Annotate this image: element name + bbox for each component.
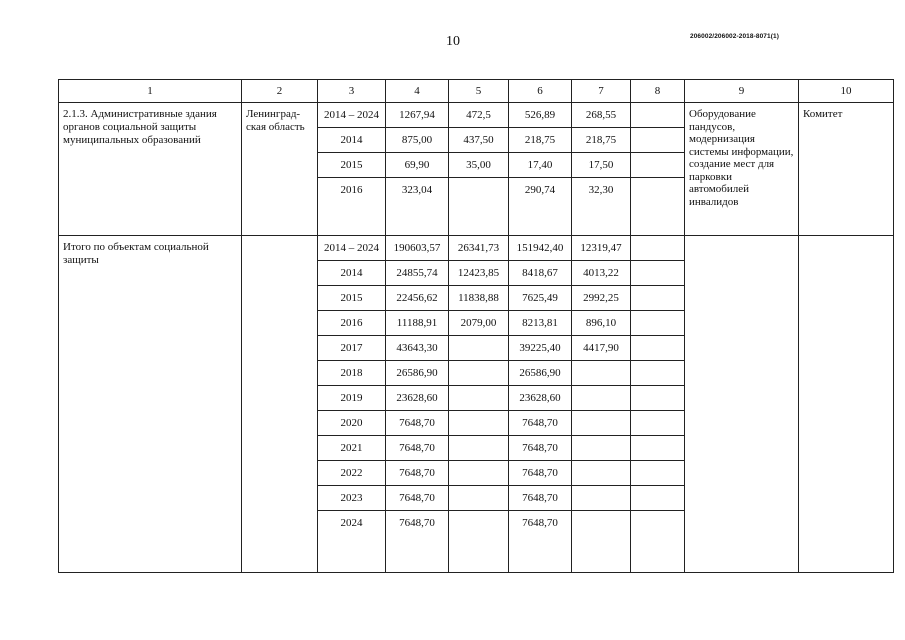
value-col6: 151942,40 bbox=[509, 236, 572, 261]
value-col5 bbox=[449, 511, 509, 573]
value-col6: 7648,70 bbox=[509, 411, 572, 436]
value-col5 bbox=[449, 336, 509, 361]
value-col7: 4417,90 bbox=[572, 336, 631, 361]
value-col8 bbox=[631, 103, 685, 128]
value-col5 bbox=[449, 461, 509, 486]
object-name: Итого по объектам социальной защиты bbox=[59, 236, 242, 573]
value-col8 bbox=[631, 411, 685, 436]
value-col6: 23628,60 bbox=[509, 386, 572, 411]
value-col7: 12319,47 bbox=[572, 236, 631, 261]
col-header-8: 8 bbox=[631, 80, 685, 103]
value-col8 bbox=[631, 361, 685, 386]
value-col6: 8418,67 bbox=[509, 261, 572, 286]
total-value: 7648,70 bbox=[386, 511, 449, 573]
value-col7 bbox=[572, 511, 631, 573]
document-id: 206002/206002-2018-8071(1) bbox=[690, 33, 779, 40]
total-value: 7648,70 bbox=[386, 486, 449, 511]
value-col8 bbox=[631, 286, 685, 311]
period: 2014 bbox=[318, 128, 386, 153]
value-col8 bbox=[631, 486, 685, 511]
value-col8 bbox=[631, 178, 685, 236]
value-col6: 8213,81 bbox=[509, 311, 572, 336]
value-col7 bbox=[572, 361, 631, 386]
value-col7: 896,10 bbox=[572, 311, 631, 336]
value-col7: 218,75 bbox=[572, 128, 631, 153]
total-value: 323,04 bbox=[386, 178, 449, 236]
value-col6: 26586,90 bbox=[509, 361, 572, 386]
value-col7 bbox=[572, 486, 631, 511]
value-col6: 218,75 bbox=[509, 128, 572, 153]
col-header-2: 2 bbox=[242, 80, 318, 103]
value-col5: 26341,73 bbox=[449, 236, 509, 261]
col-header-6: 6 bbox=[509, 80, 572, 103]
table-row bbox=[59, 103, 894, 128]
value-col8 bbox=[631, 311, 685, 336]
period: 2015 bbox=[318, 286, 386, 311]
period: 2015 bbox=[318, 153, 386, 178]
total-value: 24855,74 bbox=[386, 261, 449, 286]
value-col8 bbox=[631, 511, 685, 573]
value-col7 bbox=[572, 436, 631, 461]
total-value: 69,90 bbox=[386, 153, 449, 178]
period: 2014 – 2024 bbox=[318, 236, 386, 261]
measure-description: Оборудование пандусов, модернизация системы информации, создание мест для парковки автомобилей инвалидов bbox=[685, 103, 799, 236]
value-col8 bbox=[631, 436, 685, 461]
col-header-9: 9 bbox=[685, 80, 799, 103]
value-col5: 11838,88 bbox=[449, 286, 509, 311]
value-col7 bbox=[572, 411, 631, 436]
col-header-5: 5 bbox=[449, 80, 509, 103]
value-col7: 268,55 bbox=[572, 103, 631, 128]
executor: Комитет bbox=[799, 103, 894, 236]
value-col6: 7648,70 bbox=[509, 511, 572, 573]
object-name: 2.1.3. Административные здания органов социальной защиты муниципальных образований bbox=[59, 103, 242, 236]
total-value: 875,00 bbox=[386, 128, 449, 153]
value-col7: 2992,25 bbox=[572, 286, 631, 311]
total-value: 11188,91 bbox=[386, 311, 449, 336]
value-col6: 7625,49 bbox=[509, 286, 572, 311]
col-header-4: 4 bbox=[386, 80, 449, 103]
value-col5 bbox=[449, 411, 509, 436]
value-col5: 437,50 bbox=[449, 128, 509, 153]
value-col8 bbox=[631, 336, 685, 361]
total-value: 7648,70 bbox=[386, 411, 449, 436]
value-col5 bbox=[449, 178, 509, 236]
value-col6: 526,89 bbox=[509, 103, 572, 128]
total-value: 7648,70 bbox=[386, 436, 449, 461]
col-header-3: 3 bbox=[318, 80, 386, 103]
period: 2020 bbox=[318, 411, 386, 436]
value-col6: 7648,70 bbox=[509, 461, 572, 486]
value-col5 bbox=[449, 386, 509, 411]
budget-table bbox=[58, 79, 894, 573]
total-value: 23628,60 bbox=[386, 386, 449, 411]
period: 2021 bbox=[318, 436, 386, 461]
value-col8 bbox=[631, 236, 685, 261]
period: 2016 bbox=[318, 311, 386, 336]
value-col7: 32,30 bbox=[572, 178, 631, 236]
value-col5: 2079,00 bbox=[449, 311, 509, 336]
value-col5 bbox=[449, 436, 509, 461]
period: 2022 bbox=[318, 461, 386, 486]
total-value: 7648,70 bbox=[386, 461, 449, 486]
period: 2018 bbox=[318, 361, 386, 386]
period: 2014 – 2024 bbox=[318, 103, 386, 128]
total-value: 190603,57 bbox=[386, 236, 449, 261]
total-value: 22456,62 bbox=[386, 286, 449, 311]
total-value: 26586,90 bbox=[386, 361, 449, 386]
value-col5: 35,00 bbox=[449, 153, 509, 178]
period: 2023 bbox=[318, 486, 386, 511]
period: 2016 bbox=[318, 178, 386, 236]
region bbox=[242, 236, 318, 573]
period: 2019 bbox=[318, 386, 386, 411]
total-value: 1267,94 bbox=[386, 103, 449, 128]
value-col5: 472,5 bbox=[449, 103, 509, 128]
value-col7 bbox=[572, 386, 631, 411]
value-col7: 4013,22 bbox=[572, 261, 631, 286]
page-number: 10 bbox=[446, 34, 460, 49]
period: 2014 bbox=[318, 261, 386, 286]
value-col8 bbox=[631, 461, 685, 486]
period: 2017 bbox=[318, 336, 386, 361]
value-col8 bbox=[631, 153, 685, 178]
measure-description bbox=[685, 236, 799, 573]
col-header-7: 7 bbox=[572, 80, 631, 103]
value-col6: 290,74 bbox=[509, 178, 572, 236]
value-col5 bbox=[449, 361, 509, 386]
value-col8 bbox=[631, 386, 685, 411]
col-header-1: 1 bbox=[59, 80, 242, 103]
region: Ленинград-ская область bbox=[242, 103, 318, 236]
value-col6: 7648,70 bbox=[509, 436, 572, 461]
value-col7: 17,50 bbox=[572, 153, 631, 178]
value-col5 bbox=[449, 486, 509, 511]
total-value: 43643,30 bbox=[386, 336, 449, 361]
period: 2024 bbox=[318, 511, 386, 573]
value-col8 bbox=[631, 261, 685, 286]
value-col6: 7648,70 bbox=[509, 486, 572, 511]
value-col5: 12423,85 bbox=[449, 261, 509, 286]
value-col7 bbox=[572, 461, 631, 486]
value-col6: 39225,40 bbox=[509, 336, 572, 361]
table-row bbox=[59, 236, 894, 261]
value-col6: 17,40 bbox=[509, 153, 572, 178]
value-col8 bbox=[631, 128, 685, 153]
executor bbox=[799, 236, 894, 573]
col-header-10: 10 bbox=[799, 80, 894, 103]
header-row bbox=[59, 80, 894, 103]
